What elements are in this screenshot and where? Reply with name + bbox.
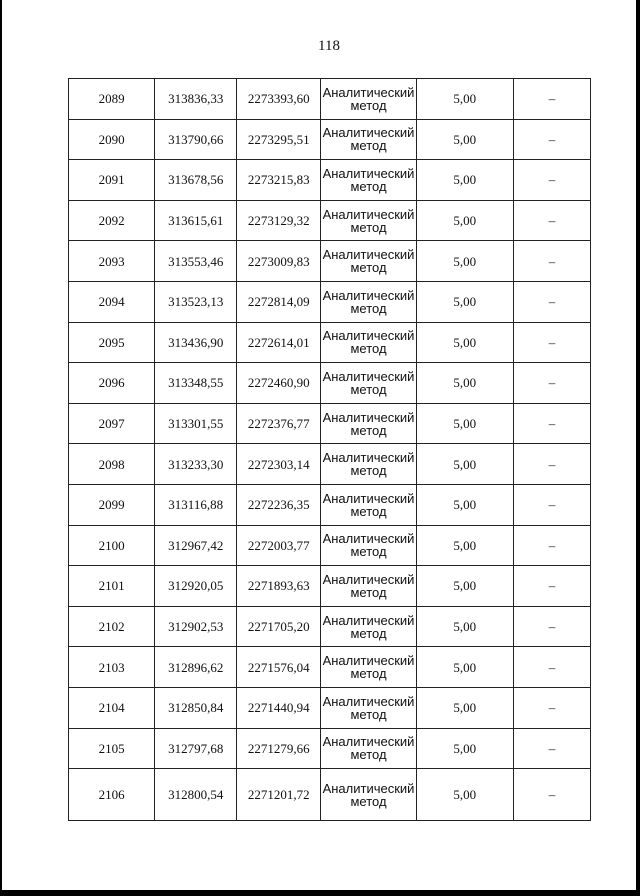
note-cell: – [513, 647, 590, 688]
x-coordinate-cell: 312967,42 [155, 525, 237, 566]
point-number-cell: 2096 [69, 363, 155, 404]
y-coordinate-cell: 2271201,72 [237, 769, 321, 821]
note-cell: – [513, 403, 590, 444]
method-cell: Аналитический метод [321, 728, 416, 769]
method-cell: Аналитический метод [321, 687, 416, 728]
y-coordinate-cell: 2272376,77 [237, 403, 321, 444]
table-row [69, 444, 591, 485]
table-row [69, 566, 591, 607]
x-coordinate-cell: 312896,62 [155, 647, 237, 688]
note-cell: – [513, 728, 590, 769]
note-cell: – [513, 769, 590, 821]
accuracy-cell: 5,00 [416, 687, 513, 728]
point-number-cell: 2106 [69, 769, 155, 821]
method-cell: Аналитический метод [321, 119, 416, 160]
x-coordinate-cell: 313523,13 [155, 281, 237, 322]
point-number-cell: 2095 [69, 322, 155, 363]
method-cell: Аналитический метод [321, 79, 416, 120]
x-coordinate-cell: 313116,88 [155, 484, 237, 525]
x-coordinate-cell: 313553,46 [155, 241, 237, 282]
accuracy-cell: 5,00 [416, 647, 513, 688]
point-number-cell: 2091 [69, 160, 155, 201]
method-cell: Аналитический метод [321, 606, 416, 647]
x-coordinate-cell: 312920,05 [155, 566, 237, 607]
method-cell: Аналитический метод [321, 241, 416, 282]
method-cell: Аналитический метод [321, 525, 416, 566]
note-cell: – [513, 484, 590, 525]
y-coordinate-cell: 2273393,60 [237, 79, 321, 120]
method-cell: Аналитический метод [321, 403, 416, 444]
y-coordinate-cell: 2271576,04 [237, 647, 321, 688]
note-cell: – [513, 79, 590, 120]
table-row [69, 769, 591, 821]
table-row [69, 484, 591, 525]
point-number-cell: 2090 [69, 119, 155, 160]
note-cell: – [513, 241, 590, 282]
point-number-cell: 2097 [69, 403, 155, 444]
x-coordinate-cell: 312902,53 [155, 606, 237, 647]
x-coordinate-cell: 313678,56 [155, 160, 237, 201]
x-coordinate-cell: 313301,55 [155, 403, 237, 444]
point-number-cell: 2092 [69, 200, 155, 241]
point-number-cell: 2100 [69, 525, 155, 566]
coordinates-table-body [69, 79, 591, 821]
table-row [69, 525, 591, 566]
x-coordinate-cell: 312800,54 [155, 769, 237, 821]
method-cell: Аналитический метод [321, 566, 416, 607]
page-number: 118 [318, 38, 340, 54]
x-coordinate-cell: 313233,30 [155, 444, 237, 485]
point-number-cell: 2103 [69, 647, 155, 688]
note-cell: – [513, 363, 590, 404]
y-coordinate-cell: 2273129,32 [237, 200, 321, 241]
accuracy-cell: 5,00 [416, 403, 513, 444]
table-row [69, 241, 591, 282]
table-row [69, 606, 591, 647]
note-cell: – [513, 606, 590, 647]
point-number-cell: 2089 [69, 79, 155, 120]
point-number-cell: 2099 [69, 484, 155, 525]
note-cell: – [513, 281, 590, 322]
accuracy-cell: 5,00 [416, 363, 513, 404]
method-cell: Аналитический метод [321, 160, 416, 201]
method-cell: Аналитический метод [321, 769, 416, 821]
note-cell: – [513, 525, 590, 566]
accuracy-cell: 5,00 [416, 728, 513, 769]
method-cell: Аналитический метод [321, 322, 416, 363]
x-coordinate-cell: 313436,90 [155, 322, 237, 363]
y-coordinate-cell: 2271705,20 [237, 606, 321, 647]
note-cell: – [513, 687, 590, 728]
note-cell: – [513, 566, 590, 607]
accuracy-cell: 5,00 [416, 566, 513, 607]
point-number-cell: 2093 [69, 241, 155, 282]
y-coordinate-cell: 2273215,83 [237, 160, 321, 201]
x-coordinate-cell: 313615,61 [155, 200, 237, 241]
table-row [69, 728, 591, 769]
table-row [69, 79, 591, 120]
x-coordinate-cell: 313348,55 [155, 363, 237, 404]
accuracy-cell: 5,00 [416, 322, 513, 363]
table-row [69, 322, 591, 363]
y-coordinate-cell: 2272460,90 [237, 363, 321, 404]
table-row [69, 647, 591, 688]
method-cell: Аналитический метод [321, 647, 416, 688]
accuracy-cell: 5,00 [416, 160, 513, 201]
accuracy-cell: 5,00 [416, 444, 513, 485]
y-coordinate-cell: 2272303,14 [237, 444, 321, 485]
method-cell: Аналитический метод [321, 363, 416, 404]
y-coordinate-cell: 2271440,94 [237, 687, 321, 728]
accuracy-cell: 5,00 [416, 606, 513, 647]
y-coordinate-cell: 2272814,09 [237, 281, 321, 322]
method-cell: Аналитический метод [321, 200, 416, 241]
document-page [2, 0, 636, 890]
x-coordinate-cell: 312850,84 [155, 687, 237, 728]
table-row [69, 200, 591, 241]
method-cell: Аналитический метод [321, 484, 416, 525]
y-coordinate-cell: 2272236,35 [237, 484, 321, 525]
point-number-cell: 2098 [69, 444, 155, 485]
point-number-cell: 2105 [69, 728, 155, 769]
table-row [69, 363, 591, 404]
note-cell: – [513, 119, 590, 160]
accuracy-cell: 5,00 [416, 119, 513, 160]
accuracy-cell: 5,00 [416, 525, 513, 566]
accuracy-cell: 5,00 [416, 200, 513, 241]
note-cell: – [513, 444, 590, 485]
y-coordinate-cell: 2271893,63 [237, 566, 321, 607]
note-cell: – [513, 200, 590, 241]
accuracy-cell: 5,00 [416, 79, 513, 120]
x-coordinate-cell: 312797,68 [155, 728, 237, 769]
y-coordinate-cell: 2272614,01 [237, 322, 321, 363]
y-coordinate-cell: 2272003,77 [237, 525, 321, 566]
method-cell: Аналитический метод [321, 444, 416, 485]
point-number-cell: 2104 [69, 687, 155, 728]
coordinates-table [68, 78, 591, 821]
note-cell: – [513, 322, 590, 363]
accuracy-cell: 5,00 [416, 281, 513, 322]
accuracy-cell: 5,00 [416, 484, 513, 525]
note-cell: – [513, 160, 590, 201]
table-row [69, 119, 591, 160]
table-row [69, 403, 591, 444]
accuracy-cell: 5,00 [416, 769, 513, 821]
table-row [69, 281, 591, 322]
point-number-cell: 2094 [69, 281, 155, 322]
method-cell: Аналитический метод [321, 281, 416, 322]
point-number-cell: 2102 [69, 606, 155, 647]
point-number-cell: 2101 [69, 566, 155, 607]
x-coordinate-cell: 313790,66 [155, 119, 237, 160]
accuracy-cell: 5,00 [416, 241, 513, 282]
x-coordinate-cell: 313836,33 [155, 79, 237, 120]
y-coordinate-cell: 2271279,66 [237, 728, 321, 769]
y-coordinate-cell: 2273009,83 [237, 241, 321, 282]
table-row [69, 160, 591, 201]
table-row [69, 687, 591, 728]
y-coordinate-cell: 2273295,51 [237, 119, 321, 160]
